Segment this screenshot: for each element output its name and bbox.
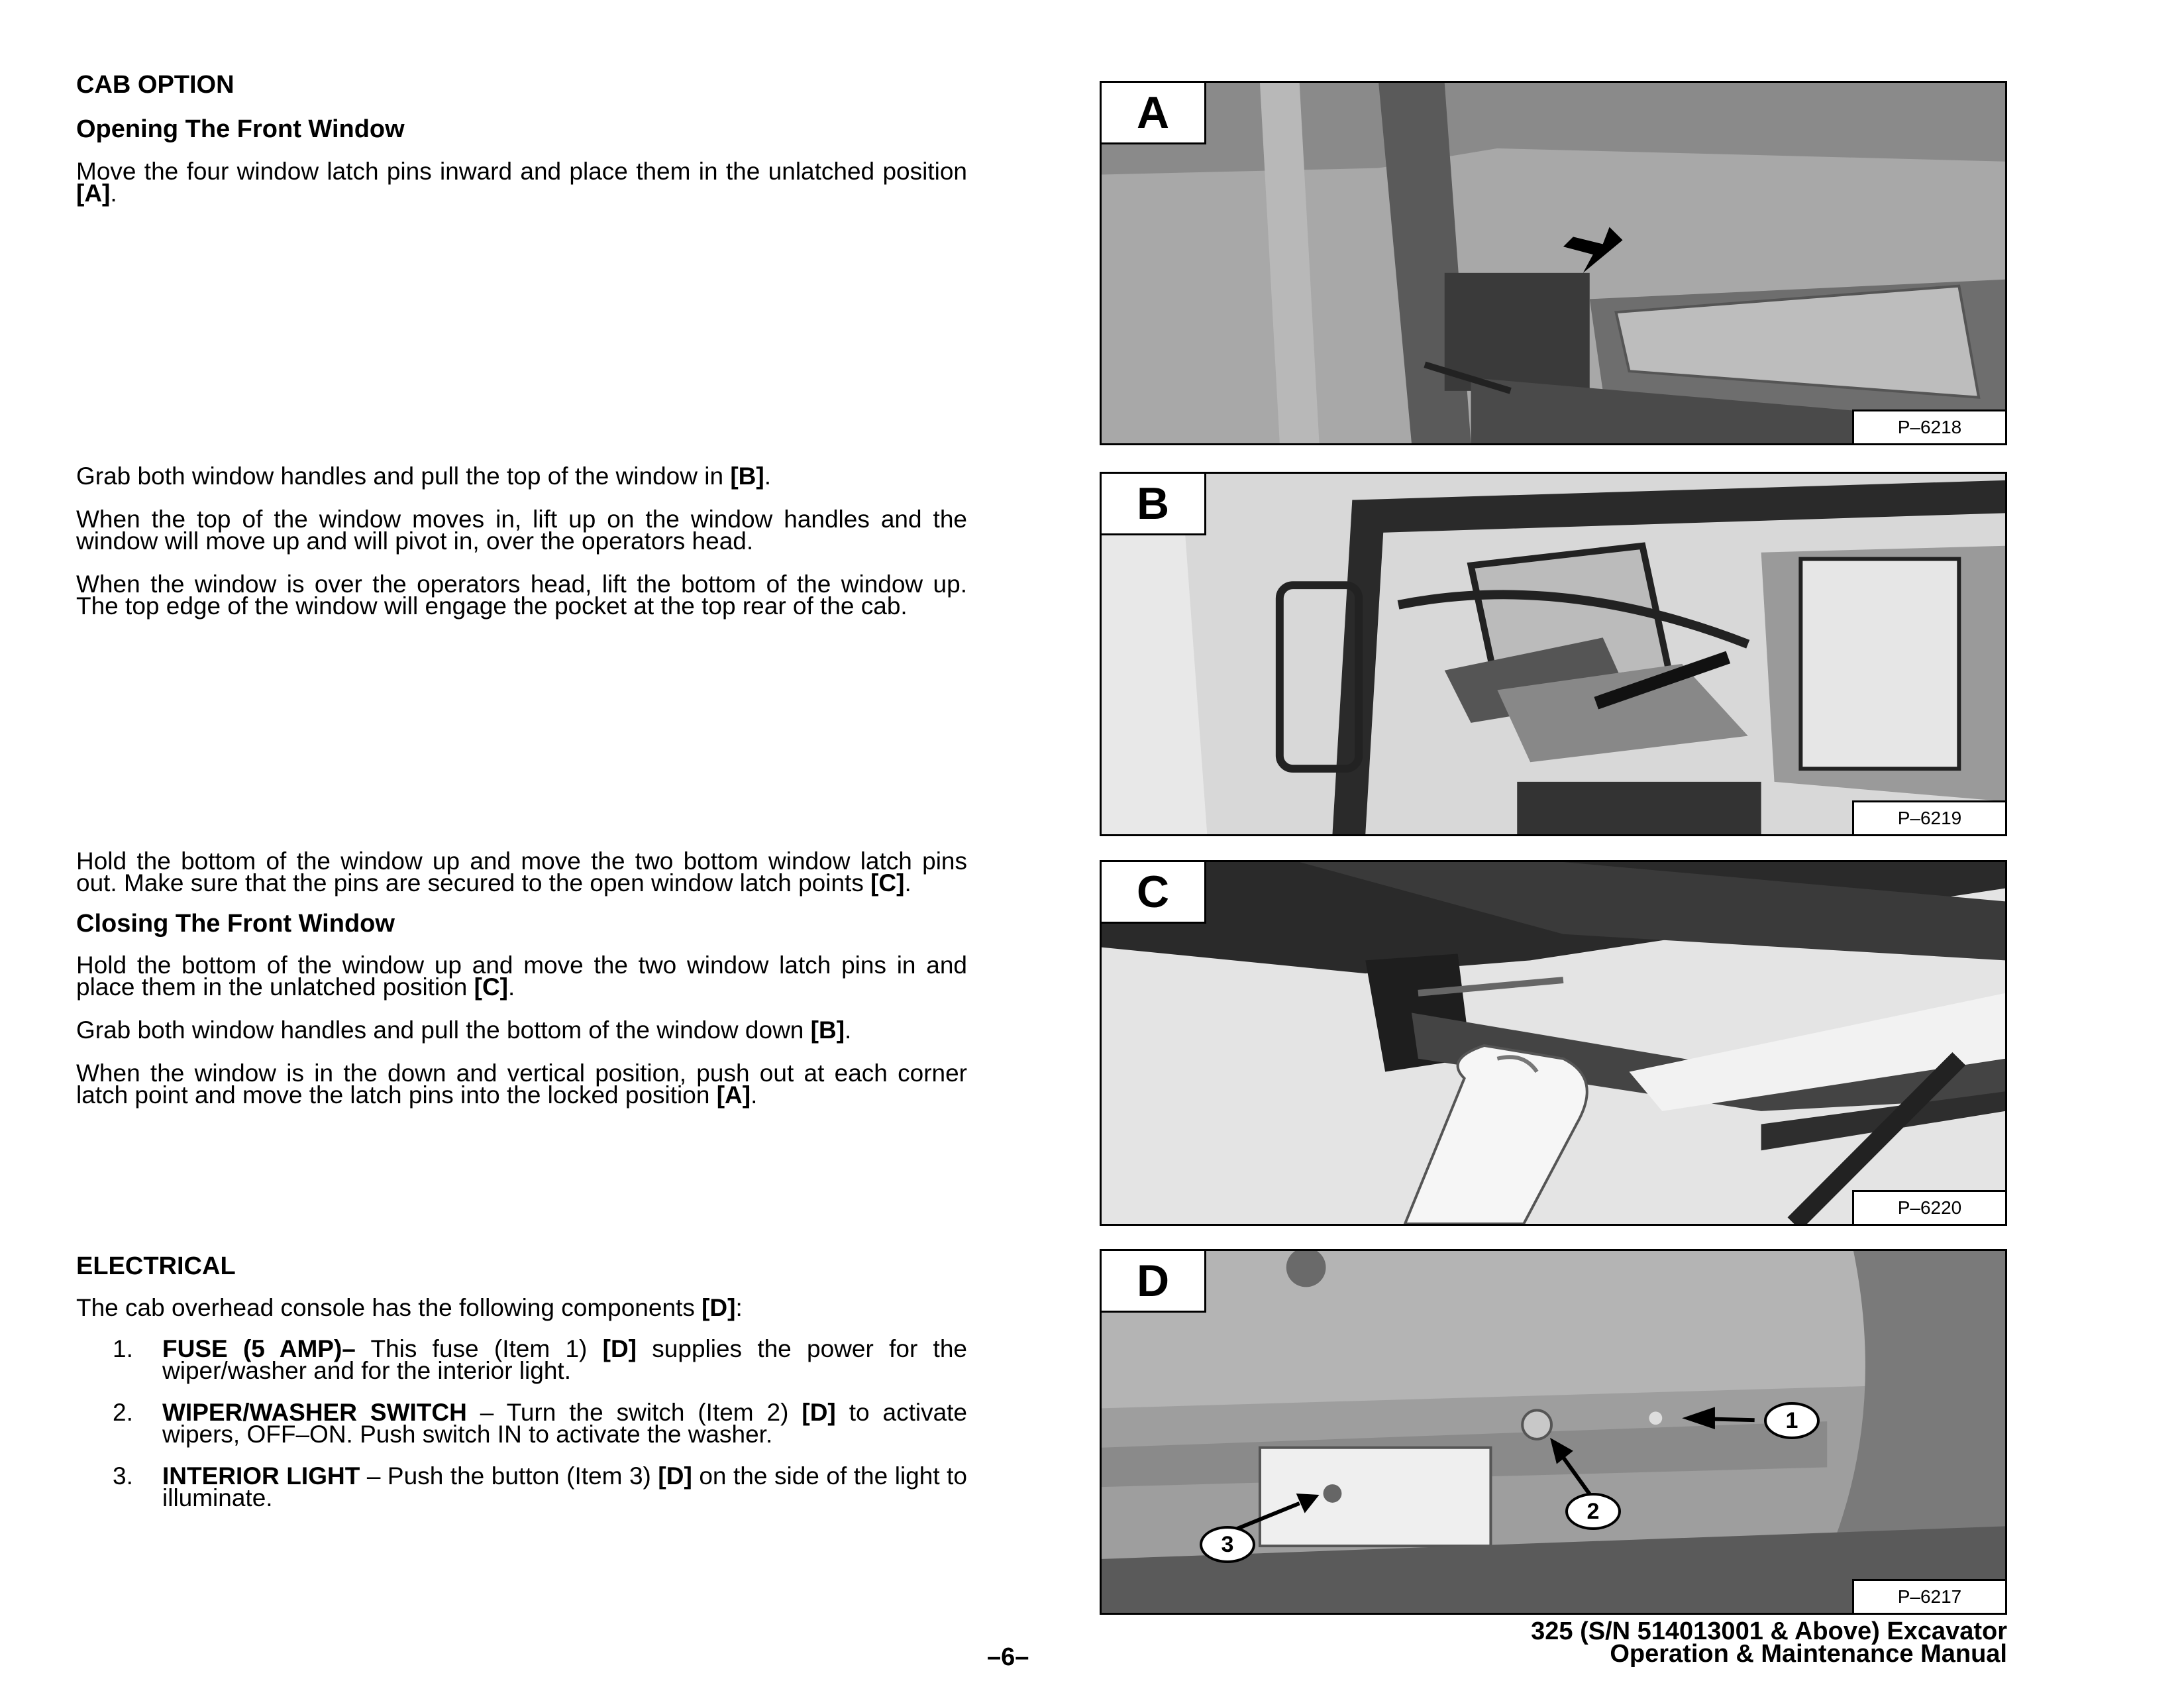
figure-letter: C bbox=[1102, 862, 1206, 924]
component-list bbox=[76, 1335, 968, 1511]
callout-1: 1 bbox=[1764, 1402, 1820, 1439]
figure-c-photo bbox=[1102, 862, 2005, 1224]
electrical-heading: ELECTRICAL bbox=[76, 1252, 236, 1280]
footer-line-1: 325 (S/N 514013001 & Above) Excavator bbox=[1531, 1617, 2007, 1645]
list-item: 3. INTERIOR LIGHT – Push the button (Item 3) [D] on the side of the light to illuminate. bbox=[113, 1462, 968, 1511]
figure-letter: A bbox=[1102, 83, 1206, 144]
item-term: FUSE (5 AMP)– bbox=[162, 1335, 356, 1362]
opening-paragraph-2: Grab both window handles and pull the top of the window in [B]. bbox=[76, 463, 771, 490]
footer bbox=[1531, 1617, 2007, 1668]
cab-option-section bbox=[76, 71, 967, 207]
item-term: WIPER/WASHER SWITCH bbox=[162, 1399, 467, 1426]
list-item: 1. FUSE (5 AMP)– This fuse (Item 1) [D] supplies the power for the wiper/washer and for the interior light. bbox=[113, 1335, 967, 1384]
figure-code: P–6218 bbox=[1852, 409, 2005, 443]
closing-paragraph-1: Hold the bottom of the window up and move the two window latch pins in and place them in the unlatched position [C]. bbox=[76, 952, 967, 1001]
page-number: –6– bbox=[987, 1643, 1029, 1671]
electrical-section bbox=[76, 1252, 968, 1529]
figure-c bbox=[1100, 860, 2007, 1226]
opening-paragraph-5: Hold the bottom of the window up and move the two bottom window latch pins out. Make sure that the pins are secured to the open window latch points [C]. bbox=[76, 847, 967, 897]
callout-3: 3 bbox=[1200, 1526, 1255, 1563]
opening-paragraph-3: When the top of the window moves in, lift up on the window handles and the window will move up and will pivot in, over the operators head. bbox=[76, 506, 967, 555]
figure-b-photo bbox=[1102, 474, 2005, 834]
closing-paragraph-2: Grab both window handles and pull the bottom of the window down [B]. bbox=[76, 1016, 852, 1044]
opening-paragraph-1: Move the four window latch pins inward and place them in the unlatched position [A]. bbox=[76, 158, 967, 207]
item-text: This fuse (Item 1) [D] supplies the power for the wiper/washer and for the interior light. bbox=[162, 1335, 967, 1384]
closing-heading: Closing The Front Window bbox=[76, 910, 395, 938]
figure-a-photo bbox=[1102, 83, 2005, 443]
closing-section bbox=[76, 847, 967, 1109]
figure-b bbox=[1100, 472, 2007, 836]
figure-code: P–6217 bbox=[1852, 1579, 2005, 1613]
figure-code: P–6219 bbox=[1852, 800, 2005, 834]
electrical-paragraph: The cab overhead console has the following components [D]: bbox=[76, 1294, 743, 1321]
footer-line-2: Operation & Maintenance Manual bbox=[1610, 1640, 2007, 1668]
figure-a bbox=[1100, 81, 2007, 445]
figure-code: P–6220 bbox=[1852, 1190, 2005, 1224]
item-text: – Push the button (Item 3) [D] on the side of the light to illuminate. bbox=[162, 1462, 968, 1511]
item-text: – Turn the switch (Item 2) [D] to activate wipers, OFF–ON. Push switch IN to activate the washer. bbox=[162, 1399, 968, 1448]
opening-steps bbox=[76, 463, 967, 620]
figure-d bbox=[1100, 1249, 2007, 1615]
opening-heading: Opening The Front Window bbox=[76, 115, 405, 143]
cab-option-heading: CAB OPTION bbox=[76, 71, 234, 99]
figure-letter: D bbox=[1102, 1251, 1206, 1313]
opening-paragraph-4: When the window is over the operators head, lift the bottom of the window up. The top edge of the window will engage the pocket at the top rear of the cab. bbox=[76, 571, 967, 620]
callout-2: 2 bbox=[1565, 1493, 1621, 1530]
figure-letter: B bbox=[1102, 474, 1206, 535]
item-term: INTERIOR LIGHT bbox=[162, 1462, 360, 1490]
closing-paragraph-3: When the window is in the down and vertical position, push out at each corner latch point and move the latch pins into the locked position [A]. bbox=[76, 1060, 967, 1109]
list-item: 2. WIPER/WASHER SWITCH – Turn the switch (Item 2) [D] to activate wipers, OFF–ON. Push switch IN to activate the washer. bbox=[113, 1399, 968, 1448]
